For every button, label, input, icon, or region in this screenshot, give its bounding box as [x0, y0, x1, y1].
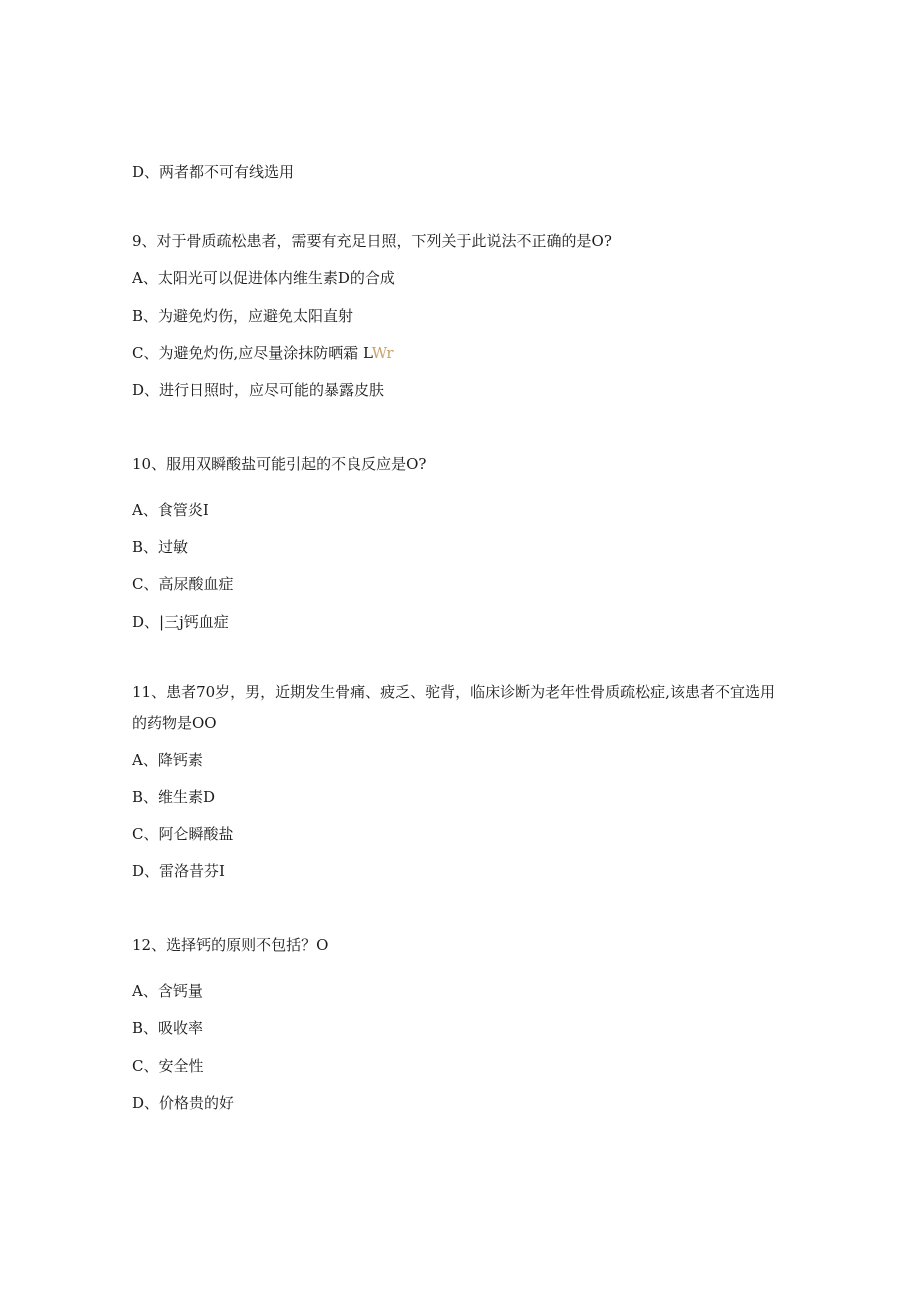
- question-12-option-b: B、吸收率: [132, 1019, 204, 1037]
- question-9-option-c: [132, 343, 394, 363]
- question-12-option-d: D、价格贵的好: [132, 1094, 235, 1112]
- question-9-option-d: D、进行日照时，应尽可能的暴露皮肤: [132, 381, 385, 399]
- question-10-option-a: A、食管炎I: [132, 501, 209, 519]
- question-12-option-c: C、安全性: [132, 1057, 204, 1075]
- question-9-option-b: B、为避免灼伤，应避免太阳直射: [132, 307, 354, 325]
- question-10-option-c: C、高尿酸血症: [132, 575, 234, 593]
- question-11-option-a: A、降钙素: [132, 751, 203, 769]
- question-11-option-b: B、维生素D: [132, 788, 216, 806]
- question-10-option-d: D、|三j钙血症: [132, 613, 229, 631]
- question-9-stem: 9、对于骨质疏松患者，需要有充足日照，下列关于此说法不正确的是O?: [132, 232, 612, 250]
- question-9-option-c-text: C、为避免灼伤,应尽量涂抹防晒霜 L: [132, 344, 372, 362]
- question-9-option-a: A、太阳光可以促进体内维生素D的合成: [132, 269, 395, 287]
- question-10-option-b: B、过敏: [132, 538, 189, 556]
- prev-option-d: D、两者都不可有线选用: [132, 163, 295, 181]
- question-11-option-d: D、雷洛昔芬I: [132, 862, 225, 880]
- question-11-option-c: C、阿仑瞬酸盐: [132, 825, 234, 843]
- question-12-option-a: A、含钙量: [132, 982, 203, 1000]
- question-10-stem: 10、服用双瞬酸盐可能引起的不良反应是O?: [132, 455, 427, 473]
- faint-scan-mark: Wr: [371, 344, 394, 362]
- question-11-stem: 11、患者70岁，男，近期发生骨痛、疲乏、驼背，临床诊断为老年性骨质疏松症,该患者不宜选用的药物是OO: [132, 683, 775, 732]
- question-12-stem: 12、选择钙的原则不包括？O: [132, 936, 329, 954]
